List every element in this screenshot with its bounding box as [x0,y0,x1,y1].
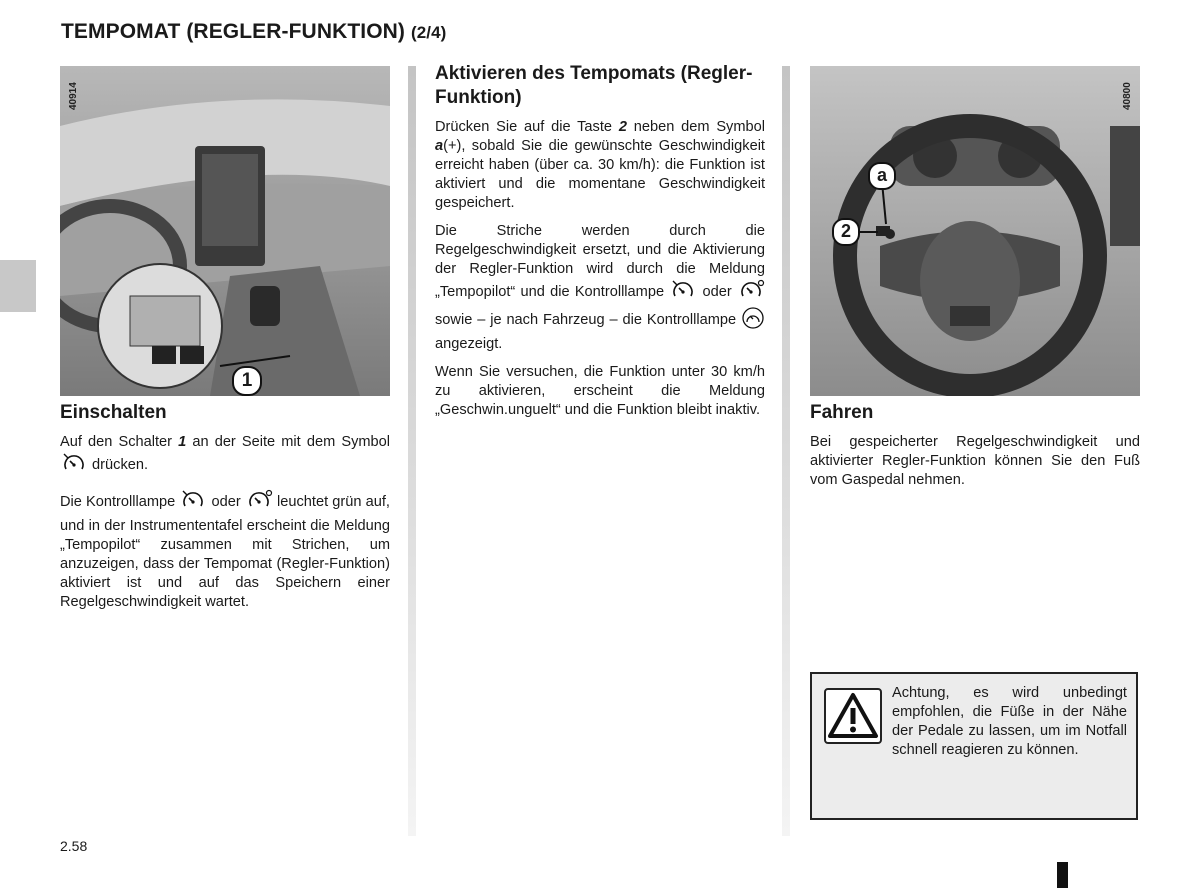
page-number: 2.58 [60,838,88,854]
warning-box [810,672,1138,820]
section-heading-einschalten: Einschalten [60,402,167,423]
section-heading-aktivieren: Aktivieren des Tempomats (Regler-Funktion) [435,63,753,108]
callout-1: 1 [232,366,262,396]
speedometer-pin-icon [737,279,765,307]
column-separator [782,66,790,836]
warning-text: Achtung, es wird unbedingt empfohlen, die Füße in der Nähe der Pedale zu lassen, um im Notfall schnell reagieren zu können. [892,685,1127,758]
paragraph: Wenn Sie versuchen, die Funktion unter 30 km/h zu aktivieren, erscheint die Meldung „Geschwin.unguelt“ und die Funktion bleibt inaktiv. [435,364,765,418]
dashboard-photo [60,66,390,396]
paragraph: Bei gespeicherter Regelgeschwindigkeit und aktivierter Regler-Funktion können Sie den Fuß vom Gaspedal nehmen. [810,434,1140,488]
paragraph: Die Striche werden durch die Regelgeschwindigkeit ersetzt, und die Aktivierung der Regler-Funktion wird durch die Meldung „Tempopilot“ und die Kontrolllampe oder sowie – je nach Fahrzeug – die Kontrolllampe angezeigt. [435,223,765,352]
speedometer-icon [60,452,88,480]
section-heading-fahren: Fahren [810,402,874,423]
speedometer-pin-icon [245,489,273,517]
speedometer-icon [179,489,207,517]
paragraph: Drücken Sie auf die Taste 2 neben dem Symbol a(+), sobald Sie die gewünschte Geschwindigkeit erreicht haben (über ca. 30 km/h): die Funktion ist aktiviert und die momentane Geschwindigkeit gespeichert. [435,119,765,211]
right-text [810,433,1140,499]
chapter-tab [0,260,36,312]
middle-text [435,118,765,429]
image-code: 40800 [1122,82,1133,110]
speedometer-circle-icon [741,307,765,335]
page-title [61,20,446,44]
callout-2: 2 [832,218,860,246]
page-edge-marker [1057,862,1068,888]
paragraph: Auf den Schalter 1 an der Seite mit dem Symbol drücken. [60,433,390,480]
speedometer-icon [669,279,697,307]
steering-wheel-photo [810,66,1140,396]
column-separator [408,66,416,836]
page-title-text: TEMPOMAT (REGLER-FUNKTION) [61,20,406,43]
callout-a: a [868,162,896,190]
left-text [60,433,390,621]
paragraph: Die Kontrolllampe oder leuchtet grün auf, und in der Instrumententafel erscheint die Meldung „Tempopilot“ zusammen mit Strichen, um anzuzeigen, dass der Tempomat (Regler-Funktion) aktiviert ist und auf das Speichern einer Regelgeschwindigkeit wartet. [60,489,390,612]
image-code: 40914 [68,82,79,110]
page-part: (2/4) [410,23,447,42]
